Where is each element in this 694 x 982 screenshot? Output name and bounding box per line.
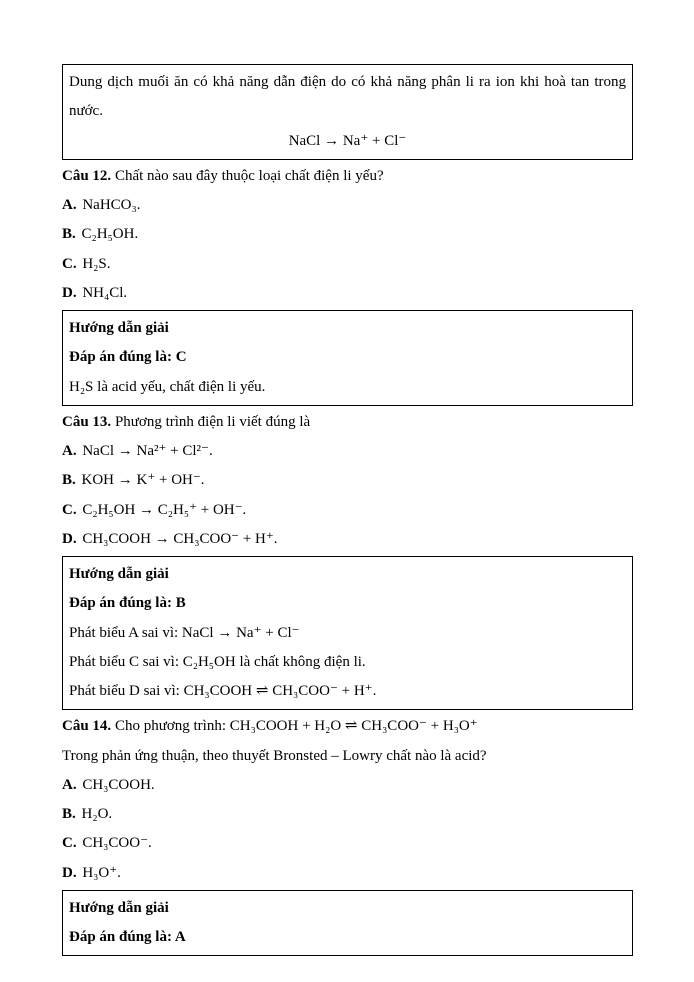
- solution-box-14: [62, 890, 633, 957]
- question-14-subtext: Trong phản ứng thuận, theo thuyết Bronsted – Lowry chất nào là acid?: [62, 747, 487, 764]
- solution-heading: Hướng dẫn giải: [69, 899, 169, 916]
- option-text: CH₃COOH → CH₃COO⁻ + H⁺.: [82, 530, 278, 547]
- option-letter: D.: [62, 530, 77, 547]
- question-12-label: Câu 12.: [62, 167, 112, 184]
- option-letter: C.: [62, 255, 77, 272]
- option-text: CH₃COOH.: [82, 776, 155, 793]
- question-13-text: Phương trình điện li viết đúng là: [114, 413, 311, 430]
- solution-answer: Đáp án đúng là: C: [69, 349, 187, 366]
- option-text: KOH → K⁺ + OH⁻.: [81, 472, 205, 489]
- option-text: H₂S.: [82, 255, 111, 272]
- question-14-option-a: [62, 771, 633, 800]
- option-text: NH₄Cl.: [82, 284, 128, 301]
- option-text: CH₃COO⁻.: [82, 835, 152, 852]
- option-letter: C.: [62, 501, 77, 518]
- solution-heading: Hướng dẫn giải: [69, 566, 169, 582]
- option-text: C₂H₅OH → C₂H₅⁺ + OH⁻.: [82, 501, 247, 518]
- question-14-text: Cho phương trình: CH₃COOH + H₂O ⇌ CH₃COO⁻ + H₃O⁺: [114, 718, 478, 735]
- option-letter: D.: [62, 864, 77, 881]
- option-letter: B.: [62, 226, 76, 243]
- option-text: NaCl → Na²⁺ + Cl²⁻.: [82, 443, 213, 459]
- solution-answer: Đáp án đúng là: A: [69, 929, 186, 945]
- question-14-option-b: [62, 800, 633, 829]
- question-12-option-c: [62, 250, 633, 279]
- question-12-option-b: [62, 220, 633, 249]
- option-letter: B.: [62, 472, 76, 489]
- question-12-heading: [62, 162, 633, 191]
- question-13-option-a: [62, 437, 633, 466]
- question-13-option-c: [62, 496, 633, 525]
- question-13-label: Câu 13.: [62, 413, 112, 430]
- solution-box-12: [62, 310, 633, 406]
- solution-line: Phát biểu C sai vì: C₂H₅OH là chất không điện li.: [69, 653, 366, 670]
- question-12-option-a: [62, 191, 633, 220]
- question-14-heading: [62, 712, 633, 741]
- intro-box: [62, 64, 633, 160]
- option-text: H₂O.: [81, 806, 113, 822]
- question-12-option-d: [62, 279, 633, 308]
- solution-box-13: [62, 556, 633, 710]
- question-14-option-c: [62, 829, 633, 858]
- option-text: NaHCO₃.: [82, 197, 141, 213]
- question-13-heading: [62, 408, 633, 437]
- question-13-option-d: [62, 525, 633, 554]
- option-letter: A.: [62, 443, 77, 459]
- option-letter: D.: [62, 284, 77, 301]
- solution-answer: Đáp án đúng là: B: [69, 595, 186, 612]
- intro-equation: NaCl → Na⁺ + Cl⁻: [288, 132, 407, 149]
- option-letter: A.: [62, 776, 77, 793]
- question-12-text: Chất nào sau đây thuộc loại chất điện li yếu?: [114, 167, 384, 184]
- intro-text: Dung dịch muối ăn có khả năng dẫn điện do có khả năng phân li ra ion khi hoà tan trong nước.: [69, 74, 626, 120]
- question-14-option-d: [62, 859, 633, 888]
- solution-line: Phát biểu A sai vì: NaCl → Na⁺ + Cl⁻: [69, 624, 300, 641]
- question-13-option-b: [62, 466, 633, 495]
- option-text: H₃O⁺.: [82, 864, 121, 881]
- solution-heading: Hướng dẫn giải: [69, 320, 169, 336]
- option-text: C₂H₅OH.: [81, 226, 139, 243]
- option-letter: B.: [62, 806, 76, 822]
- solution-line: Phát biểu D sai vì: CH₃COOH ⇌ CH₃COO⁻ + H⁺.: [69, 683, 377, 699]
- solution-line: H₂S là acid yếu, chất điện li yếu.: [69, 378, 266, 395]
- question-14-label: Câu 14.: [62, 718, 112, 735]
- option-letter: A.: [62, 197, 77, 213]
- option-letter: C.: [62, 835, 77, 852]
